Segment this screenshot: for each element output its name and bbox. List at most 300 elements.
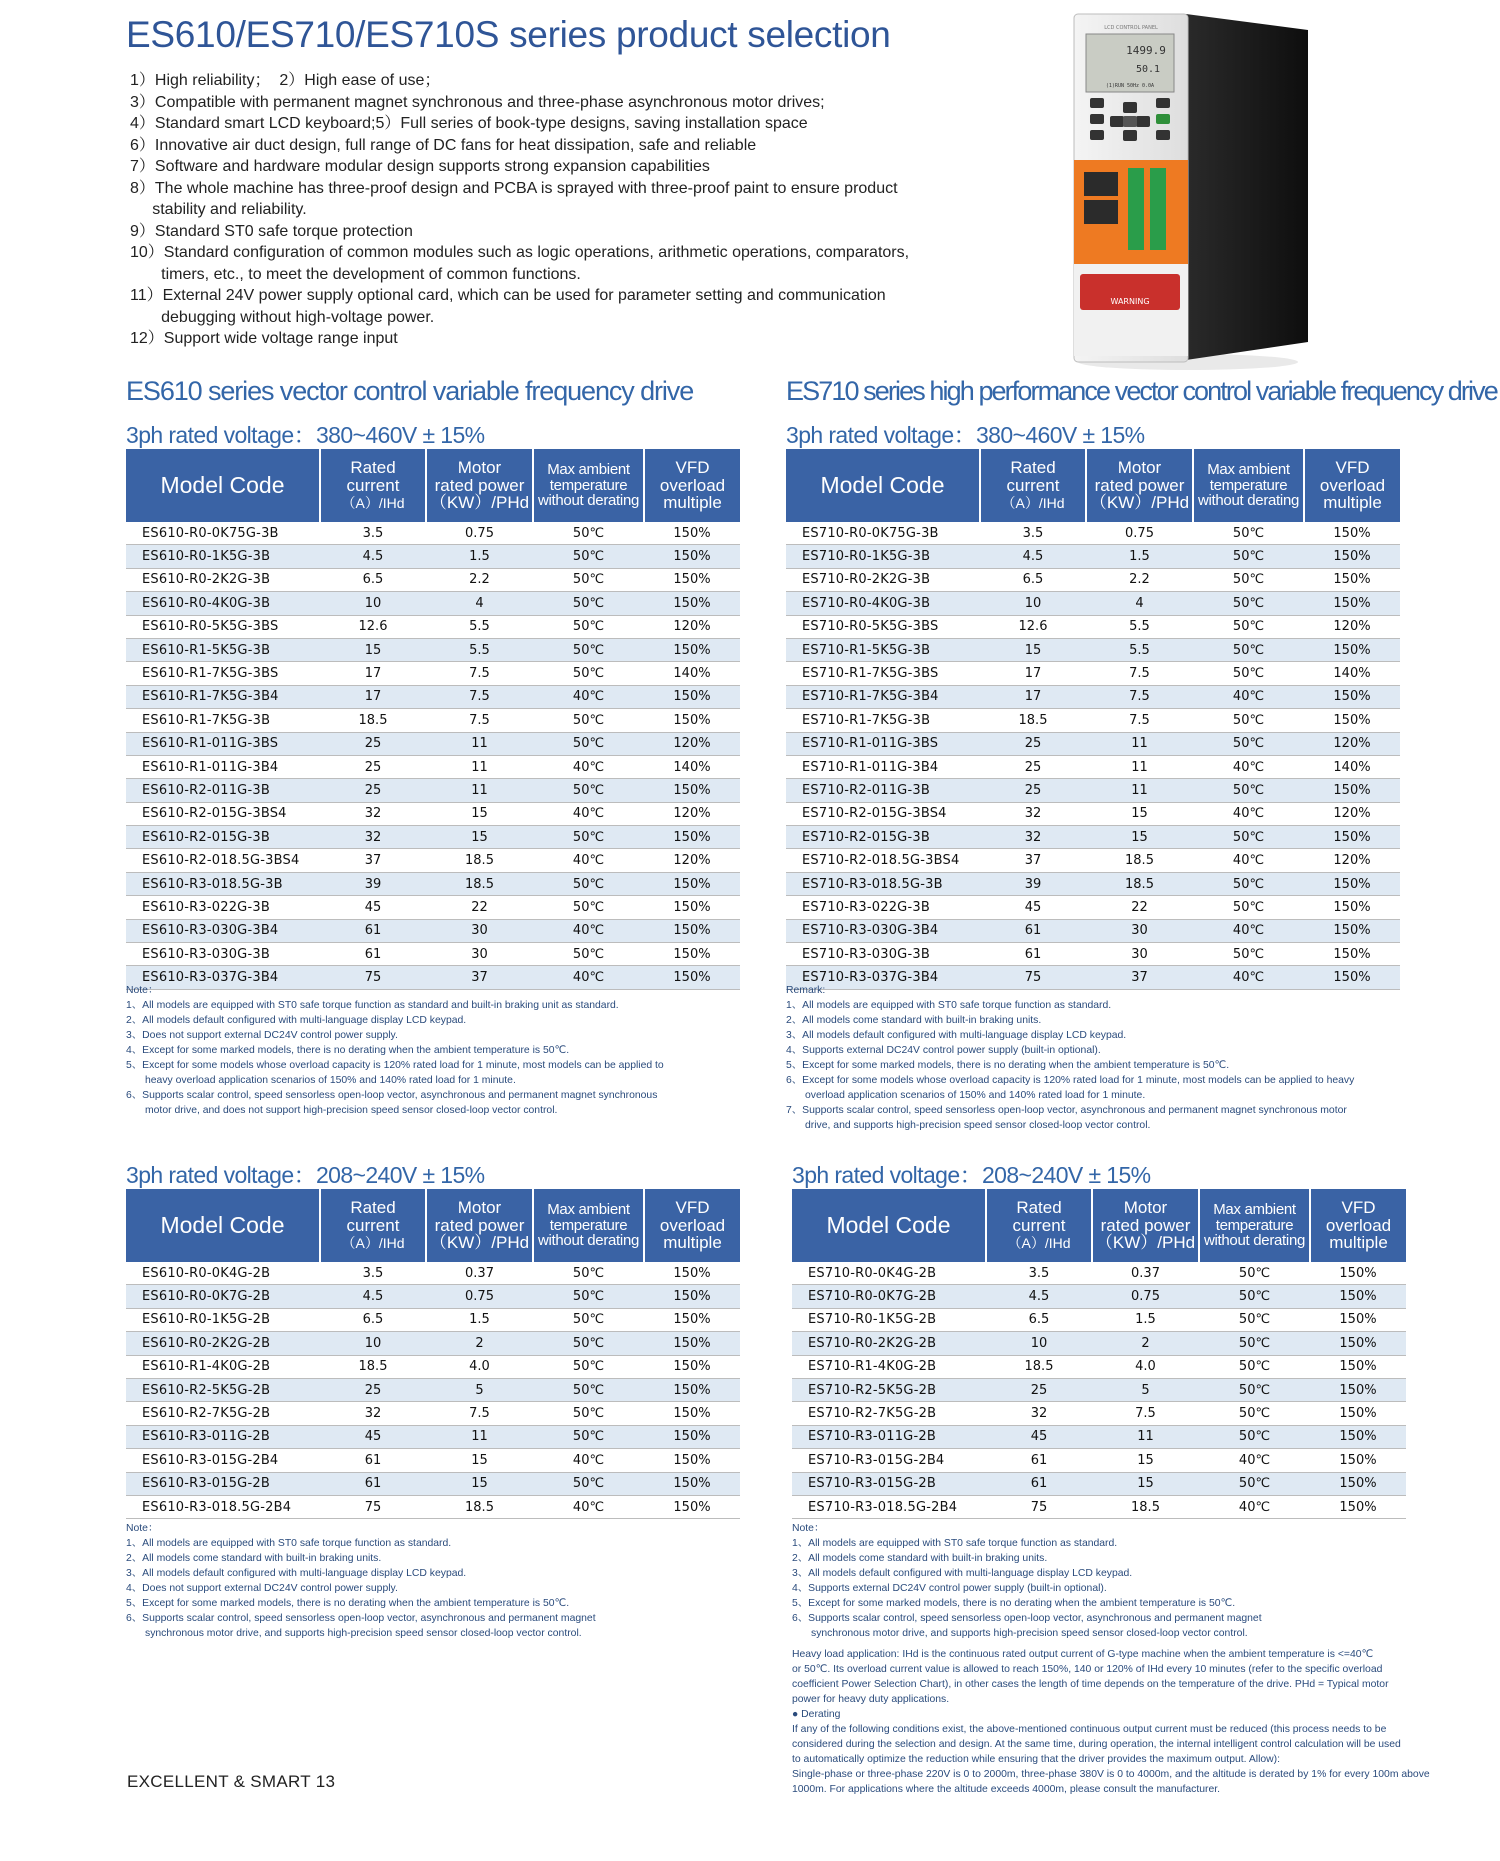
- cell-motor-power: 15: [426, 1449, 533, 1472]
- cell-ambient-temp: 50℃: [533, 1425, 644, 1448]
- es610-208v-table: [126, 1189, 740, 1519]
- es610-section-title: ES610 series vector control variable frequency drive: [126, 376, 694, 406]
- feature-item: 4）Standard smart LCD keyboard;5）Full series of book-type designs, saving installation space: [130, 115, 808, 132]
- cell-model-code: ES710-R1-011G-3B4: [786, 755, 980, 778]
- cell-overload: 150%: [1310, 1332, 1406, 1355]
- cell-rated-current: 4.5: [980, 545, 1086, 568]
- cell-rated-current: 61: [986, 1449, 1092, 1472]
- note-line: overload application scenarios of 150% and 140% rated load for 1 minute.: [805, 1090, 1146, 1101]
- table-row: [786, 685, 1400, 708]
- es610-voltage-380-title: 3ph rated voltage：380~460V ± 15%: [126, 422, 485, 448]
- es710-380v-notes: [786, 983, 1426, 1133]
- cell-overload: 150%: [644, 1495, 740, 1518]
- cell-rated-current: 3.5: [320, 522, 426, 545]
- table-row: [126, 685, 740, 708]
- cell-rated-current: 15: [320, 638, 426, 661]
- col-motor-power: Motor rated power （KW）/PHd: [1086, 449, 1193, 522]
- feature-item: stability and reliability.: [130, 201, 307, 218]
- table-row: [126, 568, 740, 591]
- cell-model-code: ES610-R2-015G-3BS4: [126, 802, 320, 825]
- table-row: [126, 1472, 740, 1495]
- note-line: 7、Supports scalar control, speed sensorless open-loop vector, asynchronous and permanent magnet synchronous motor: [786, 1105, 1347, 1116]
- table-row: [126, 779, 740, 802]
- feature-item: 12）Support wide voltage range input: [130, 330, 398, 347]
- cell-motor-power: 18.5: [426, 849, 533, 872]
- table-row: [126, 662, 740, 685]
- note-line: Heavy load application: IHd is the continuous rated output current of G-type machine when the ambient temperature is <=40℃: [792, 1649, 1374, 1660]
- note-line: 5、Except for some marked models, there is no derating when the ambient temperature is 50℃.: [792, 1598, 1236, 1609]
- cell-overload: 150%: [644, 709, 740, 732]
- cell-overload: 150%: [1304, 779, 1400, 802]
- cell-rated-current: 10: [986, 1332, 1092, 1355]
- feature-item: 10）Standard configuration of common modules such as logic operations, arithmetic operations, comparators,: [130, 244, 910, 261]
- cell-rated-current: 25: [980, 779, 1086, 802]
- cell-overload: 150%: [644, 685, 740, 708]
- table-row: [792, 1355, 1406, 1378]
- cell-motor-power: 5: [426, 1378, 533, 1401]
- keypad-button: [1136, 116, 1150, 127]
- cell-motor-power: 15: [1086, 802, 1193, 825]
- note-line: 4、Except for some marked models, there is no derating when the ambient temperature is 50℃.: [126, 1045, 570, 1056]
- cell-overload: 150%: [644, 545, 740, 568]
- keypad: [1090, 98, 1170, 141]
- table-row: [126, 615, 740, 638]
- cell-ambient-temp: 50℃: [1199, 1378, 1310, 1401]
- es610-voltage-208-title: 3ph rated voltage：208~240V ± 15%: [126, 1162, 485, 1188]
- cell-overload: 150%: [644, 1378, 740, 1401]
- note-line: heavy overload application scenarios of 150% and 140% rated load for 1 minute.: [145, 1075, 516, 1086]
- cell-ambient-temp: 50℃: [533, 1402, 644, 1425]
- cell-ambient-temp: 50℃: [533, 568, 644, 591]
- cell-ambient-temp: 50℃: [533, 638, 644, 661]
- cell-model-code: ES610-R2-7K5G-2B: [126, 1402, 320, 1425]
- note-line: synchronous motor drive, and supports high-precision speed sensor closed-loop vector control.: [811, 1628, 1248, 1639]
- cell-motor-power: 22: [1086, 896, 1193, 919]
- cell-model-code: ES710-R3-015G-2B: [792, 1472, 986, 1495]
- table-row: [792, 1495, 1406, 1518]
- cell-ambient-temp: 50℃: [1199, 1402, 1310, 1425]
- cell-ambient-temp: 50℃: [1193, 872, 1304, 895]
- cell-ambient-temp: 50℃: [533, 872, 644, 895]
- es710-208v-table: [792, 1189, 1406, 1519]
- col-ambient-temp: Max ambient temperature without derating: [533, 1189, 644, 1262]
- cell-overload: 150%: [644, 1449, 740, 1472]
- cell-motor-power: 7.5: [1086, 709, 1193, 732]
- cell-rated-current: 12.6: [980, 615, 1086, 638]
- cell-overload: 150%: [644, 826, 740, 849]
- table-header: [126, 449, 740, 522]
- cell-overload: 120%: [1304, 849, 1400, 872]
- cell-rated-current: 25: [320, 1378, 426, 1401]
- cell-model-code: ES710-R0-2K2G-3B: [786, 568, 980, 591]
- cell-motor-power: 11: [426, 779, 533, 802]
- cell-model-code: ES710-R2-015G-3BS4: [786, 802, 980, 825]
- cell-model-code: ES610-R2-018.5G-3BS4: [126, 849, 320, 872]
- feature-item: 8）The whole machine has three-proof design and PCBA is sprayed with three-proof paint to ensure product: [130, 179, 898, 197]
- cell-ambient-temp: 40℃: [533, 1449, 644, 1472]
- table-row: [786, 802, 1400, 825]
- es610-208v-notes: [126, 1521, 746, 1641]
- cell-rated-current: 61: [320, 919, 426, 942]
- col-rated-current: Rated current （A）/IHd: [980, 449, 1086, 522]
- table-row: [126, 1355, 740, 1378]
- col-model-code: Model Code: [792, 1189, 986, 1262]
- table-row: [786, 568, 1400, 591]
- cell-model-code: ES610-R1-011G-3BS: [126, 732, 320, 755]
- cell-overload: 150%: [1310, 1449, 1406, 1472]
- cell-model-code: ES710-R1-4K0G-2B: [792, 1355, 986, 1378]
- table-row: [126, 592, 740, 615]
- cell-model-code: ES710-R2-5K5G-2B: [792, 1378, 986, 1401]
- cell-overload: 120%: [1304, 615, 1400, 638]
- note-line: to automatically optimize the reduction while ensuring that the driver provides the maximum output. Allow):: [792, 1754, 1281, 1765]
- col-overload: VFD overload multiple: [644, 1189, 740, 1262]
- cell-motor-power: 18.5: [426, 1495, 533, 1518]
- table-header: [792, 1189, 1406, 1262]
- cell-model-code: ES710-R1-7K5G-3B4: [786, 685, 980, 708]
- warning-label-text: WARNING: [1110, 297, 1150, 306]
- table-row: [786, 732, 1400, 755]
- cell-model-code: ES710-R0-0K7G-2B: [792, 1285, 986, 1308]
- lcd-display-line: 50.1: [1135, 64, 1161, 75]
- table-header: [786, 449, 1400, 522]
- table-row: [126, 522, 740, 545]
- cell-rated-current: 18.5: [320, 709, 426, 732]
- cell-rated-current: 39: [320, 872, 426, 895]
- cell-motor-power: 7.5: [1092, 1402, 1199, 1425]
- col-ambient-temp: Max ambient temperature without derating: [1193, 449, 1304, 522]
- cell-model-code: ES710-R0-5K5G-3BS: [786, 615, 980, 638]
- cell-motor-power: 18.5: [1086, 872, 1193, 895]
- cell-overload: 150%: [644, 1472, 740, 1495]
- cell-ambient-temp: 40℃: [1193, 755, 1304, 778]
- cell-overload: 150%: [1304, 919, 1400, 942]
- cell-model-code: ES610-R1-4K0G-2B: [126, 1355, 320, 1378]
- cell-model-code: ES610-R3-015G-2B: [126, 1472, 320, 1495]
- cell-overload: 150%: [1304, 522, 1400, 545]
- table-row: [786, 592, 1400, 615]
- note-line: Note：: [126, 1523, 159, 1534]
- table-row: [792, 1402, 1406, 1425]
- cell-model-code: ES710-R2-011G-3B: [786, 779, 980, 802]
- cell-overload: 150%: [1304, 966, 1400, 989]
- cell-rated-current: 25: [320, 732, 426, 755]
- page-footer: EXCELLENT & SMART 13: [127, 1772, 336, 1791]
- table-row: [786, 919, 1400, 942]
- note-line: 2、All models come standard with built-in braking units.: [792, 1553, 1048, 1564]
- cell-model-code: ES710-R1-5K5G-3B: [786, 638, 980, 661]
- cell-motor-power: 15: [1086, 826, 1193, 849]
- cell-rated-current: 10: [320, 1332, 426, 1355]
- cell-rated-current: 18.5: [320, 1355, 426, 1378]
- cell-model-code: ES610-R3-030G-3B4: [126, 919, 320, 942]
- panel-label: LCD CONTROL PANEL: [1104, 25, 1158, 31]
- note-line: 3、All models default configured with multi-language display LCD keypad.: [792, 1568, 1133, 1579]
- keypad-button: [1090, 98, 1104, 108]
- cell-overload: 150%: [1310, 1262, 1406, 1285]
- cell-overload: 150%: [644, 1285, 740, 1308]
- cell-model-code: ES710-R3-011G-2B: [792, 1425, 986, 1448]
- cell-motor-power: 0.37: [1092, 1262, 1199, 1285]
- cell-model-code: ES610-R1-5K5G-3B: [126, 638, 320, 661]
- network-port: [1084, 172, 1118, 196]
- cell-ambient-temp: 50℃: [1199, 1425, 1310, 1448]
- cell-overload: 150%: [1304, 872, 1400, 895]
- cell-model-code: ES710-R3-030G-3B: [786, 943, 980, 966]
- note-line: synchronous motor drive, and supports high-precision speed sensor closed-loop vector control.: [145, 1628, 582, 1639]
- keypad-button: [1123, 116, 1137, 127]
- cell-overload: 140%: [1304, 662, 1400, 685]
- cell-ambient-temp: 40℃: [1193, 685, 1304, 708]
- col-ambient-temp: Max ambient temperature without derating: [533, 449, 644, 522]
- cell-rated-current: 75: [980, 966, 1086, 989]
- cell-motor-power: 0.75: [1086, 522, 1193, 545]
- cell-ambient-temp: 40℃: [533, 1495, 644, 1518]
- cell-rated-current: 39: [980, 872, 1086, 895]
- col-overload: VFD overload multiple: [1310, 1189, 1406, 1262]
- cell-overload: 150%: [644, 1262, 740, 1285]
- cell-model-code: ES710-R2-015G-3B: [786, 826, 980, 849]
- cell-model-code: ES610-R2-011G-3B: [126, 779, 320, 802]
- cell-model-code: ES710-R1-7K5G-3B: [786, 709, 980, 732]
- cell-rated-current: 61: [986, 1472, 1092, 1495]
- cell-motor-power: 11: [426, 732, 533, 755]
- cell-motor-power: 11: [426, 1425, 533, 1448]
- note-line: considered during the selection and design. At the same time, during operation, the internal intelligent control calculation will be used: [792, 1739, 1401, 1750]
- cell-model-code: ES610-R0-0K7G-2B: [126, 1285, 320, 1308]
- feature-item: 3）Compatible with permanent magnet synchronous and three-phase asynchronous motor drives;: [130, 93, 825, 111]
- cell-rated-current: 25: [320, 779, 426, 802]
- table-row: [126, 755, 740, 778]
- cell-ambient-temp: 50℃: [533, 1332, 644, 1355]
- cell-rated-current: 61: [320, 1449, 426, 1472]
- feature-list: [130, 70, 1050, 350]
- cell-overload: 150%: [644, 943, 740, 966]
- table-row: [126, 802, 740, 825]
- cell-rated-current: 17: [980, 685, 1086, 708]
- cell-overload: 150%: [1310, 1425, 1406, 1448]
- table-row: [126, 1425, 740, 1448]
- note-line: 6、Supports scalar control, speed sensorless open-loop vector, asynchronous and permanent magnet synchronous: [126, 1090, 658, 1101]
- cell-motor-power: 7.5: [426, 709, 533, 732]
- cell-rated-current: 37: [980, 849, 1086, 872]
- feature-item: timers, etc., to meet the development of common functions.: [130, 265, 581, 283]
- table-row: [786, 755, 1400, 778]
- cell-overload: 150%: [1304, 638, 1400, 661]
- cell-motor-power: 7.5: [1086, 685, 1193, 708]
- cell-rated-current: 4.5: [320, 1285, 426, 1308]
- cell-motor-power: 5: [1092, 1378, 1199, 1401]
- cell-model-code: ES710-R3-022G-3B: [786, 896, 980, 919]
- cell-ambient-temp: 40℃: [533, 966, 644, 989]
- cell-ambient-temp: 50℃: [1199, 1332, 1310, 1355]
- note-line: drive, and supports high-precision speed sensor closed-loop vector control.: [805, 1120, 1151, 1131]
- heavy-load-notes: [792, 1647, 1482, 1797]
- cell-motor-power: 5.5: [1086, 615, 1193, 638]
- note-line: Remark:: [786, 985, 826, 996]
- cell-model-code: ES710-R3-018.5G-2B4: [792, 1495, 986, 1518]
- table-row: [126, 1378, 740, 1401]
- cell-rated-current: 6.5: [980, 568, 1086, 591]
- cell-overload: 150%: [644, 966, 740, 989]
- cell-overload: 150%: [1310, 1285, 1406, 1308]
- cell-motor-power: 37: [1086, 966, 1193, 989]
- cell-rated-current: 3.5: [320, 1262, 426, 1285]
- cell-overload: 150%: [1304, 592, 1400, 615]
- note-line: 4、Supports external DC24V control power supply (built-in optional).: [786, 1045, 1101, 1056]
- col-motor-power: Motor rated power （KW）/PHd: [1092, 1189, 1199, 1262]
- lcd-display-line: 1499.9: [1126, 44, 1166, 57]
- cell-rated-current: 25: [320, 755, 426, 778]
- cell-model-code: ES610-R0-1K5G-2B: [126, 1308, 320, 1331]
- es610-380v-table: [126, 449, 740, 990]
- cell-ambient-temp: 40℃: [1193, 919, 1304, 942]
- cell-ambient-temp: 50℃: [1193, 662, 1304, 685]
- cell-model-code: ES710-R0-0K75G-3B: [786, 522, 980, 545]
- keypad-button: [1123, 102, 1137, 113]
- note-line: 1、All models are equipped with ST0 safe torque function as standard.: [792, 1538, 1118, 1549]
- cell-rated-current: 32: [986, 1402, 1092, 1425]
- feature-item: 7）Software and hardware modular design supports strong expansion capabilities: [130, 158, 710, 175]
- es710-section-title: ES710 series high performance vector control variable frequency drive: [786, 376, 1497, 406]
- cell-model-code: ES610-R0-0K75G-3B: [126, 522, 320, 545]
- cell-ambient-temp: 50℃: [1193, 545, 1304, 568]
- cell-motor-power: 7.5: [426, 1402, 533, 1425]
- note-line: 6、Supports scalar control, speed sensorless open-loop vector, asynchronous and permanent magnet: [792, 1613, 1262, 1624]
- table-row: [126, 896, 740, 919]
- table-row: [792, 1425, 1406, 1448]
- drive-side-panel: [1186, 14, 1308, 360]
- cell-rated-current: 75: [986, 1495, 1092, 1518]
- keypad-button: [1156, 130, 1170, 140]
- cell-motor-power: 30: [426, 919, 533, 942]
- table-row: [786, 638, 1400, 661]
- col-overload: VFD overload multiple: [1304, 449, 1400, 522]
- cell-ambient-temp: 40℃: [533, 802, 644, 825]
- cell-ambient-temp: 50℃: [533, 826, 644, 849]
- cell-motor-power: 4: [1086, 592, 1193, 615]
- cell-rated-current: 17: [320, 685, 426, 708]
- cell-overload: 150%: [1304, 943, 1400, 966]
- table-row: [126, 872, 740, 895]
- cell-ambient-temp: 50℃: [1193, 522, 1304, 545]
- cell-rated-current: 37: [320, 849, 426, 872]
- cell-model-code: ES610-R3-018.5G-3B: [126, 872, 320, 895]
- cell-model-code: ES610-R1-7K5G-3BS: [126, 662, 320, 685]
- es710-voltage-380-title: 3ph rated voltage：380~460V ± 15%: [786, 422, 1145, 448]
- cell-overload: 150%: [644, 592, 740, 615]
- table-row: [792, 1308, 1406, 1331]
- table-row: [786, 615, 1400, 638]
- cell-motor-power: 15: [426, 1472, 533, 1495]
- cell-rated-current: 10: [980, 592, 1086, 615]
- note-line: 1000m. For applications where the altitude exceeds 4000m, please consult the manufacturer.: [792, 1784, 1220, 1795]
- table-row: [126, 1285, 740, 1308]
- table-row: [786, 849, 1400, 872]
- cell-overload: 120%: [1304, 732, 1400, 755]
- cell-overload: 150%: [644, 1425, 740, 1448]
- cell-rated-current: 61: [980, 919, 1086, 942]
- cell-overload: 150%: [1310, 1378, 1406, 1401]
- cell-motor-power: 30: [1086, 943, 1193, 966]
- cell-ambient-temp: 50℃: [1193, 592, 1304, 615]
- cell-motor-power: 30: [1086, 919, 1193, 942]
- cell-rated-current: 61: [320, 943, 426, 966]
- keypad-button: [1110, 116, 1124, 127]
- cell-motor-power: 30: [426, 943, 533, 966]
- col-model-code: Model Code: [126, 1189, 320, 1262]
- note-line: 1、All models are equipped with ST0 safe torque function as standard.: [126, 1538, 452, 1549]
- cell-ambient-temp: 50℃: [1193, 638, 1304, 661]
- cell-motor-power: 2.2: [1086, 568, 1193, 591]
- keypad-button: [1090, 114, 1104, 124]
- table-row: [126, 1495, 740, 1518]
- cell-ambient-temp: 50℃: [533, 545, 644, 568]
- cell-overload: 150%: [1304, 826, 1400, 849]
- cell-model-code: ES610-R2-015G-3B: [126, 826, 320, 849]
- cell-model-code: ES710-R0-0K4G-2B: [792, 1262, 986, 1285]
- network-port: [1084, 200, 1118, 224]
- cell-overload: 150%: [644, 779, 740, 802]
- table-row: [126, 732, 740, 755]
- keypad-button: [1156, 98, 1170, 108]
- feature-item: 11）External 24V power supply optional card, which can be used for parameter setting and communication: [130, 287, 886, 304]
- note-line: 4、Does not support external DC24V control power supply.: [126, 1583, 398, 1594]
- keypad-button: [1090, 130, 1104, 140]
- table-row: [792, 1449, 1406, 1472]
- table-row: [126, 545, 740, 568]
- cell-overload: 150%: [644, 896, 740, 919]
- cell-overload: 150%: [1304, 896, 1400, 919]
- cell-model-code: ES610-R0-4K0G-3B: [126, 592, 320, 615]
- cell-model-code: ES610-R3-022G-3B: [126, 896, 320, 919]
- note-line: Note：: [792, 1523, 825, 1534]
- cell-ambient-temp: 50℃: [533, 662, 644, 685]
- table-header: [126, 1189, 740, 1262]
- table-row: [792, 1378, 1406, 1401]
- table-row: [126, 1449, 740, 1472]
- cell-ambient-temp: 40℃: [1199, 1495, 1310, 1518]
- note-line: coefficient Power Selection Chart), in other cases the length of time depends on the temperature of the drive. PHd = Typical motor: [792, 1679, 1389, 1690]
- cell-model-code: ES610-R1-7K5G-3B4: [126, 685, 320, 708]
- run-button: [1156, 114, 1170, 124]
- note-line: 3、All models default configured with multi-language display LCD keypad.: [126, 1568, 467, 1579]
- cell-overload: 120%: [644, 615, 740, 638]
- cell-overload: 150%: [1304, 545, 1400, 568]
- cell-motor-power: 7.5: [426, 685, 533, 708]
- cell-rated-current: 25: [980, 732, 1086, 755]
- cell-motor-power: 15: [426, 802, 533, 825]
- cell-motor-power: 18.5: [426, 872, 533, 895]
- cell-model-code: ES710-R2-7K5G-2B: [792, 1402, 986, 1425]
- table-row: [126, 638, 740, 661]
- cell-rated-current: 25: [980, 755, 1086, 778]
- feature-item: 6）Innovative air duct design, full range of DC fans for heat dissipation, safe and reliable: [130, 136, 757, 154]
- table-row: [786, 896, 1400, 919]
- cell-motor-power: 0.75: [426, 522, 533, 545]
- note-line: Single-phase or three-phase 220V is 0 to 2000m, three-phase 380V is 0 to 4000m, and the altitude is derated by 1% for every 100m above: [792, 1769, 1430, 1780]
- cell-ambient-temp: 50℃: [533, 522, 644, 545]
- cell-rated-current: 61: [980, 943, 1086, 966]
- cell-rated-current: 17: [320, 662, 426, 685]
- terminal-block: [1128, 168, 1144, 250]
- table-row: [786, 709, 1400, 732]
- cell-rated-current: 17: [980, 662, 1086, 685]
- cell-ambient-temp: 40℃: [1193, 966, 1304, 989]
- cell-motor-power: 15: [426, 826, 533, 849]
- note-line: power for heavy duty applications.: [792, 1694, 950, 1705]
- cell-ambient-temp: 50℃: [533, 1355, 644, 1378]
